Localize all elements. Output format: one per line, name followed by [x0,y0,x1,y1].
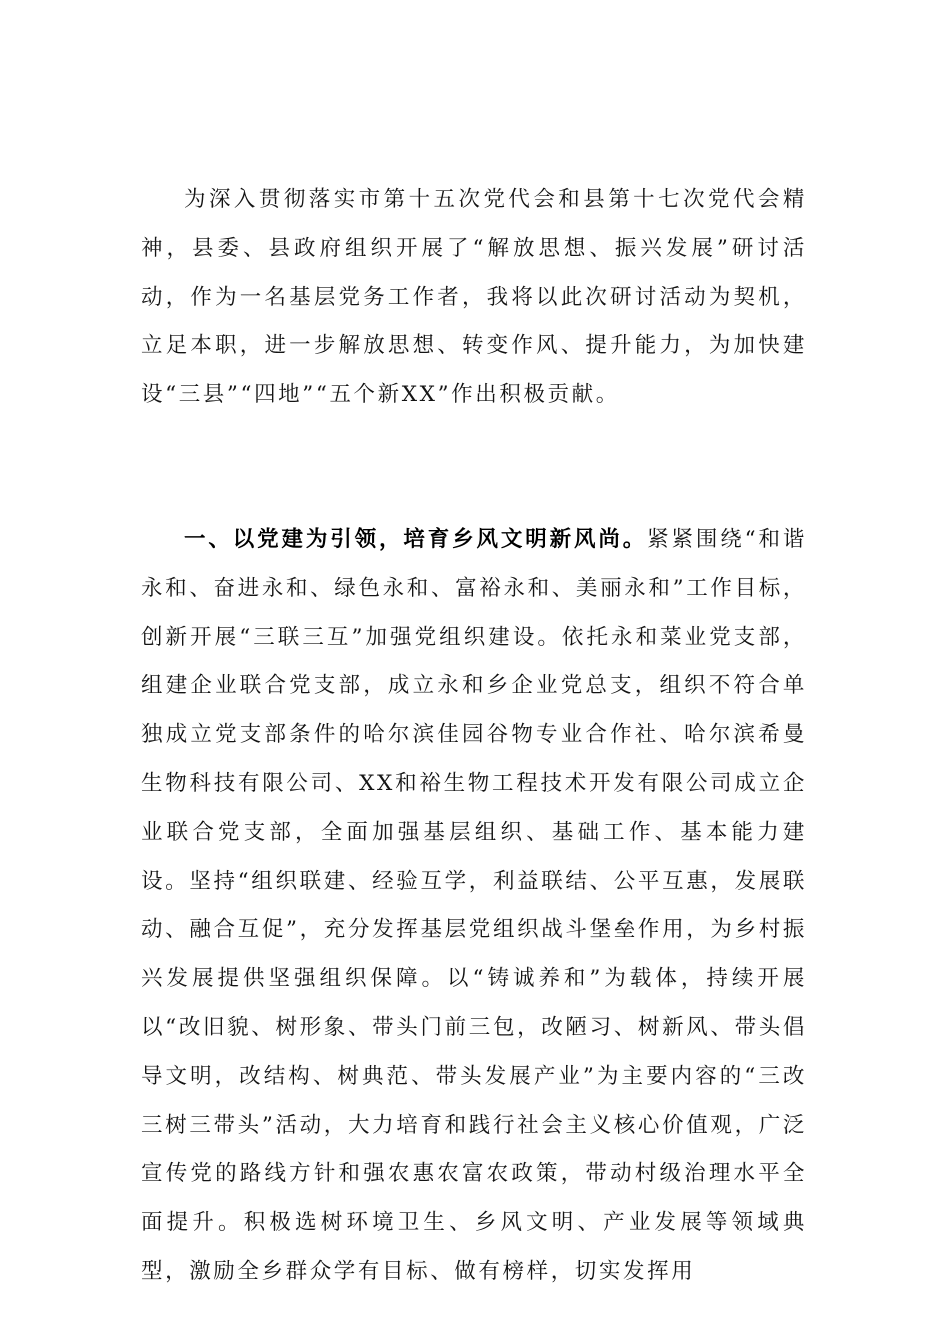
section-1-body: 紧紧围绕“和谐永和、奋进永和、绿色永和、富裕永和、美丽永和”工作目标，创新开展“三联三互”加强党组织建设。依托永和菜业党支部，组建企业联合党支部，成立永和乡企业党总支，组织不符合单独成立党支部条件的哈尔滨佳园谷物专业合作社、哈尔滨希曼生物科技有限公司、XX和裕生物工程技术开发有限公司成立企业联合党支部，全面加强基层组织、基础工作、基本能力建设。坚持“组织联建、经验互学，利益联结、公平互惠，发展联动、融合互促”，充分发挥基层党组织战斗堡垒作用，为乡村振兴发展提供坚强组织保障。以“铸诚养和”为载体，持续开展以“改旧貌、树形象、带头门前三包，改陋习、树新风、带头倡导文明，改结构、树典范、带头发展产业”为主要内容的“三改三树三带头”活动，大力培育和践行社会主义核心价值观，广泛宣传党的路线方针和强农惠农富农政策，带动村级治理水平全面提升。积极选树环境卫生、乡风文明、产业发展等领域典型，激励全乡群众学有目标、做有榜样，切实发挥用 [141,526,807,1284]
document-body [141,176,807,1297]
section-1-heading: 一、以党建为引领，培育乡风文明新风尚。 [184,526,648,552]
intro-paragraph: 为深入贯彻落实市第十五次党代会和县第十七次党代会精神，县委、县政府组织开展了“解放思想、振兴发展”研讨活动，作为一名基层党务工作者，我将以此次研讨活动为契机，立足本职，进一步解放思想、转变作风、提升能力，为加快建设“三县”“四地”“五个新XX”作出积极贡献。 [141,187,807,408]
section-1-paragraph [141,516,807,1297]
